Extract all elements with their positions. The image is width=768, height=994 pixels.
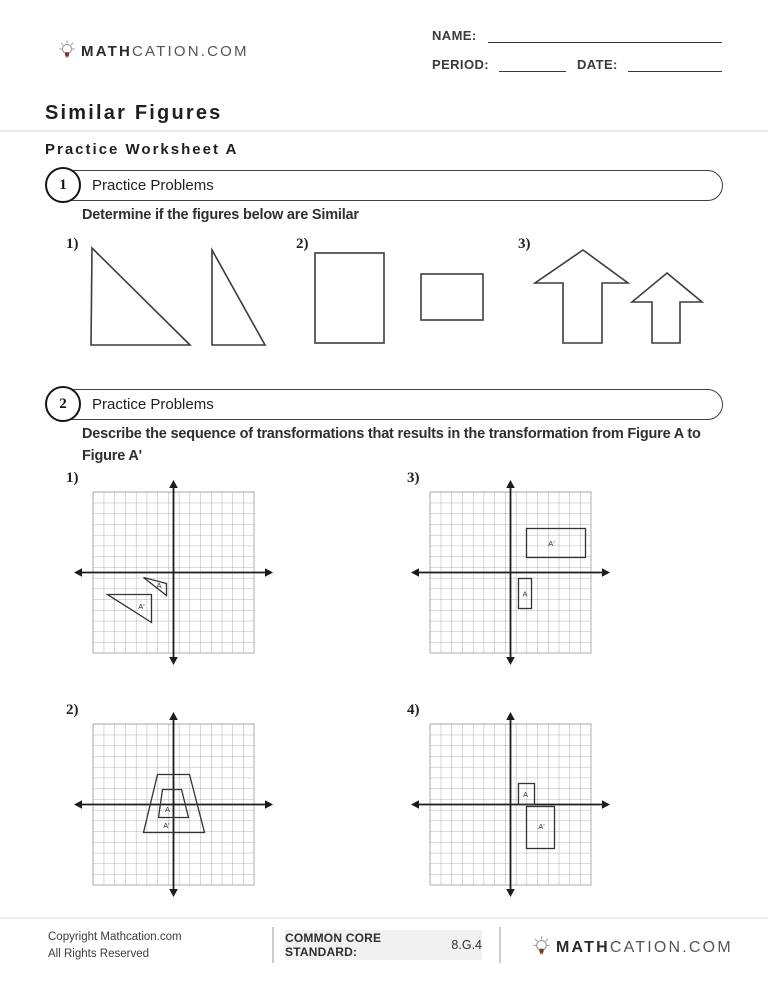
footer-divider — [0, 917, 768, 919]
figure-a-label: A — [522, 589, 528, 599]
grid2-label: 2) — [66, 702, 79, 718]
common-core-standard-box — [285, 930, 482, 960]
footer-separator-right — [499, 927, 501, 963]
coordinate-grid-3 — [407, 480, 617, 670]
large-up-block-arrow — [535, 250, 628, 343]
figure-a-prime-label: A' — [163, 821, 170, 830]
coordinate-grid-4 — [407, 712, 617, 902]
small-rectangle — [421, 274, 483, 320]
section2-heading: Practice Problems — [92, 396, 214, 413]
grid4-label: 4) — [407, 702, 420, 718]
lightbulb-icon — [59, 40, 75, 62]
coordinate-grid-2 — [70, 712, 280, 902]
similar-figures-row — [60, 230, 768, 355]
name-input-line[interactable] — [488, 28, 722, 43]
footer-brand-name: MATHCATION.COM — [556, 938, 733, 956]
standard-label: COMMON CORE STANDARD: — [285, 931, 382, 959]
section2-instruction: Describe the sequence of transformations that results in the transformation from Figure A to Figure A' — [82, 426, 701, 464]
brand-logo — [59, 40, 249, 62]
large-right-triangle — [91, 248, 190, 345]
figure-a-prime-label: A' — [138, 602, 145, 611]
copyright-text: Copyright Mathcation.com All Rights Reserved — [48, 931, 182, 960]
grid1-label: 1) — [66, 470, 79, 486]
standard-value: 8.G.4 — [451, 938, 482, 952]
name-label: NAME: — [432, 28, 477, 43]
title-divider — [0, 130, 768, 132]
date-label: DATE: — [577, 57, 618, 72]
period-label: PERIOD: — [432, 57, 489, 72]
figure-a-prime-label: A' — [548, 539, 555, 548]
figure-a-label: A — [156, 581, 162, 590]
period-input-line[interactable] — [499, 57, 566, 72]
date-input-line[interactable] — [628, 57, 722, 72]
section1-heading: Practice Problems — [92, 177, 214, 194]
coordinate-grid-1 — [70, 480, 280, 670]
page-title: Similar Figures — [45, 102, 223, 124]
small-right-triangle — [212, 250, 265, 345]
problem2-label: 2) — [296, 236, 309, 252]
section2-number-badge: 2 — [45, 386, 81, 422]
tall-rectangle — [315, 253, 384, 343]
problem1-label: 1) — [66, 236, 79, 252]
section1-number-badge: 1 — [45, 167, 81, 203]
footer-brand-logo — [533, 936, 733, 959]
small-up-block-arrow — [632, 273, 702, 343]
figure-a-label: A — [522, 790, 529, 799]
brand-name: MATHCATION.COM — [81, 42, 249, 60]
figure-a-prime-label: A' — [538, 822, 545, 831]
figure-a-label: A — [164, 805, 171, 814]
problem3-label: 3) — [518, 236, 531, 252]
lightbulb-icon — [533, 936, 550, 959]
section1-instruction: Determine if the figures below are Similar — [82, 207, 359, 223]
worksheet-subtitle: Practice Worksheet A — [45, 141, 239, 158]
grid3-label: 3) — [407, 470, 420, 486]
footer-separator-left — [272, 927, 274, 963]
